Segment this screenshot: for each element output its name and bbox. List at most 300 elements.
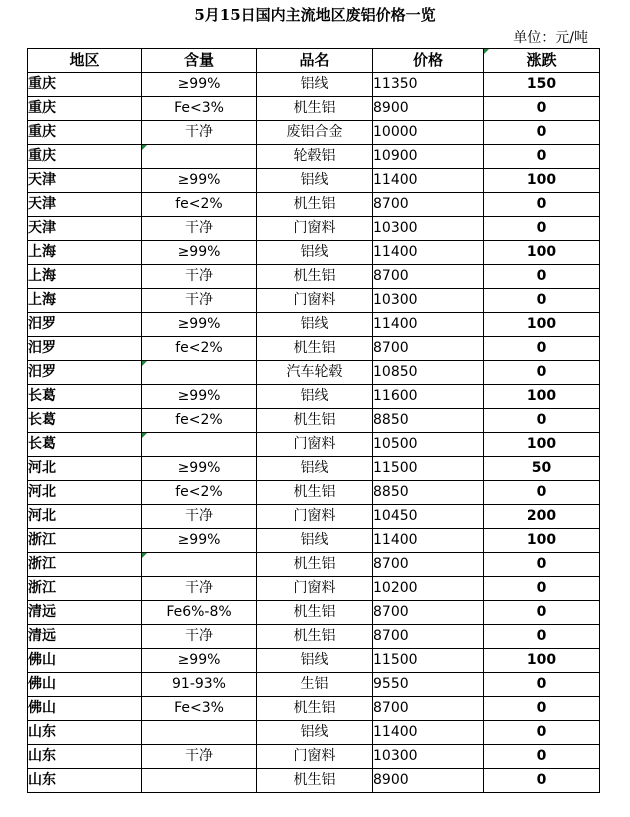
content-cell [142,361,257,385]
product-cell [257,217,373,241]
product-cell [257,769,373,793]
change-cell [484,385,600,409]
region-cell [28,337,142,361]
region-cell-text: 浙江 [28,556,56,572]
content-cell-text: ≥99% [177,244,221,260]
product-cell [257,577,373,601]
region-cell-text: 河北 [28,508,56,524]
price-cell [373,361,484,385]
content-cell [142,289,257,313]
region-cell-text: 上海 [28,244,56,260]
change-cell [484,769,600,793]
product-cell [257,73,373,97]
price-cell-text: 11400 [373,532,418,548]
table-row [28,193,600,217]
price-cell [373,73,484,97]
region-cell [28,241,142,265]
price-cell-text: 10300 [373,292,418,308]
change-cell-text: 0 [536,700,547,716]
table-row [28,601,600,625]
change-cell [484,361,600,385]
page-title: 5月15日国内主流地区废铝价格一览 [194,6,436,24]
region-cell [28,505,142,529]
content-cell [142,433,257,457]
content-cell-text: ≥99% [177,460,221,476]
product-cell [257,481,373,505]
region-cell-text: 汨罗 [28,340,56,356]
change-cell [484,601,600,625]
product-cell-text: 机生铝 [293,772,336,788]
content-cell [142,601,257,625]
region-cell [28,409,142,433]
region-cell [28,673,142,697]
product-cell-text: 废铝合金 [286,124,343,140]
product-cell-text: 门窗料 [293,508,336,524]
region-cell-text: 长葛 [28,412,56,428]
content-cell-text: 干净 [185,508,213,524]
product-cell [257,145,373,169]
content-cell [142,145,257,169]
content-cell [142,337,257,361]
price-table [27,48,600,793]
change-cell-text: 100 [526,532,557,548]
product-cell-text: 铝线 [300,724,329,740]
change-cell [484,721,600,745]
table-row [28,169,600,193]
region-cell [28,481,142,505]
change-cell [484,529,600,553]
change-cell-text: 0 [536,124,547,140]
table-row [28,673,600,697]
change-cell [484,745,600,769]
price-cell [373,697,484,721]
change-cell-text: 0 [536,364,547,380]
table-row [28,745,600,769]
table-row [28,529,600,553]
product-cell [257,241,373,265]
table-row [28,217,600,241]
product-cell [257,625,373,649]
region-cell-text: 重庆 [28,124,56,140]
change-cell [484,553,600,577]
product-cell [257,385,373,409]
price-cell-text: 10900 [373,148,418,164]
content-cell [142,625,257,649]
content-cell-text: 91-93% [172,676,226,692]
price-cell [373,553,484,577]
product-cell [257,313,373,337]
product-cell [257,169,373,193]
change-cell [484,337,600,361]
change-cell [484,289,600,313]
content-cell [142,409,257,433]
region-cell-text: 重庆 [28,148,56,164]
change-cell [484,241,600,265]
change-cell-text: 0 [536,604,547,620]
change-cell-text: 0 [536,748,547,764]
price-cell [373,241,484,265]
change-cell [484,193,600,217]
price-cell [373,97,484,121]
change-cell-text: 0 [536,484,547,500]
unit-label: 单位：元/吨 [513,30,588,46]
price-cell-text: 9550 [373,676,409,692]
change-cell [484,265,600,289]
product-cell-text: 铝线 [300,316,329,332]
region-cell-text: 浙江 [28,532,56,548]
content-cell [142,313,257,337]
content-cell-text: 干净 [185,124,213,140]
change-cell-text: 0 [536,412,547,428]
price-cell-text: 10450 [373,508,418,524]
change-cell [484,409,600,433]
product-cell-text: 机生铝 [293,484,336,500]
change-cell [484,97,600,121]
product-cell-text: 铝线 [300,460,329,476]
content-cell [142,649,257,673]
product-cell [257,265,373,289]
comment-marker [142,553,147,558]
change-cell-text: 150 [526,76,557,92]
content-cell [142,193,257,217]
price-cell-text: 11400 [373,172,418,188]
change-cell [484,457,600,481]
table-row [28,697,600,721]
change-cell-text: 0 [536,100,547,116]
content-cell-text: 干净 [185,292,213,308]
product-cell [257,337,373,361]
product-cell [257,193,373,217]
price-cell [373,433,484,457]
region-cell-text: 重庆 [28,100,56,116]
region-cell [28,697,142,721]
table-row [28,769,600,793]
content-cell [142,505,257,529]
price-cell [373,313,484,337]
region-cell-text: 汨罗 [28,364,56,380]
product-cell-text: 汽车轮毂 [286,364,343,380]
price-cell [373,601,484,625]
content-cell [142,553,257,577]
content-cell [142,697,257,721]
price-cell [373,217,484,241]
product-cell-text: 铝线 [300,76,329,92]
price-cell-text: 8850 [373,412,409,428]
price-cell-text: 10000 [373,124,418,140]
region-cell-text: 河北 [28,460,56,476]
product-cell-text: 铝线 [300,244,329,260]
change-cell [484,625,600,649]
change-cell-text: 100 [526,244,557,260]
content-cell-text: ≥99% [177,76,221,92]
product-cell-text: 机生铝 [293,340,336,356]
table-row [28,265,600,289]
product-cell [257,505,373,529]
region-cell-text: 上海 [28,292,56,308]
table-row [28,121,600,145]
product-cell-text: 门窗料 [293,292,336,308]
table-row [28,145,600,169]
product-cell-text: 机生铝 [293,268,336,284]
price-cell [373,265,484,289]
comment-marker [142,433,147,438]
product-cell-text: 门窗料 [293,748,336,764]
product-cell-text: 门窗料 [293,436,336,452]
table-row [28,457,600,481]
price-cell [373,745,484,769]
product-cell-text: 门窗料 [293,580,336,596]
change-cell [484,697,600,721]
region-cell [28,145,142,169]
change-cell-text: 200 [526,508,557,524]
content-cell-text: fe<2% [175,340,223,356]
header-price: 价格 [373,49,484,73]
table-row [28,505,600,529]
price-cell [373,457,484,481]
content-cell [142,385,257,409]
price-cell-text: 8700 [373,628,409,644]
product-cell [257,649,373,673]
change-cell [484,505,600,529]
price-cell [373,481,484,505]
product-cell-text: 机生铝 [293,196,336,212]
region-cell [28,97,142,121]
region-cell-text: 浙江 [28,580,56,596]
change-cell-text: 0 [536,196,547,212]
content-cell [142,457,257,481]
region-cell [28,361,142,385]
content-cell [142,769,257,793]
price-cell [373,409,484,433]
change-cell [484,145,600,169]
content-cell [142,97,257,121]
content-cell [142,169,257,193]
product-cell-text: 机生铝 [293,412,336,428]
table-body [28,73,600,793]
price-cell [373,649,484,673]
content-cell [142,745,257,769]
product-cell [257,97,373,121]
region-cell [28,769,142,793]
change-cell-text: 100 [526,388,557,404]
region-cell-text: 天津 [28,172,56,188]
region-cell [28,553,142,577]
content-cell-text: Fe<3% [174,700,224,716]
table-row [28,409,600,433]
region-cell-text: 山东 [28,748,56,764]
content-cell-text: ≥99% [177,532,221,548]
price-cell-text: 11400 [373,724,418,740]
price-cell [373,529,484,553]
price-cell [373,145,484,169]
region-cell-text: 天津 [28,220,56,236]
change-cell-text: 100 [526,316,557,332]
change-cell [484,649,600,673]
price-cell-text: 11400 [373,316,418,332]
price-cell [373,337,484,361]
content-cell-text: ≥99% [177,172,221,188]
content-cell [142,481,257,505]
region-cell [28,265,142,289]
region-cell [28,457,142,481]
price-cell [373,673,484,697]
change-cell-text: 0 [536,220,547,236]
header-product: 品名 [257,49,373,73]
content-cell-text: 干净 [185,628,213,644]
content-cell [142,241,257,265]
table-row [28,433,600,457]
product-cell [257,361,373,385]
product-cell-text: 轮毂铝 [293,148,336,164]
price-cell [373,385,484,409]
product-cell-text: 机生铝 [293,628,336,644]
content-cell-text: fe<2% [175,484,223,500]
region-cell-text: 清远 [28,628,56,644]
product-cell-text: 铝线 [300,532,329,548]
change-cell-text: 0 [536,628,547,644]
table-row [28,241,600,265]
product-cell-text: 生铝 [300,676,329,692]
change-cell-text: 100 [526,652,557,668]
content-cell-text: fe<2% [175,196,223,212]
change-cell-text: 0 [536,292,547,308]
change-cell-text: 0 [536,340,547,356]
content-cell-text: 干净 [185,748,213,764]
region-cell-text: 天津 [28,196,56,212]
price-cell [373,721,484,745]
change-cell-text: 0 [536,556,547,572]
region-cell [28,577,142,601]
product-cell [257,601,373,625]
region-cell-text: 山东 [28,772,56,788]
change-cell-text: 0 [536,580,547,596]
content-cell [142,265,257,289]
product-cell [257,289,373,313]
price-cell [373,193,484,217]
price-cell-text: 8900 [373,772,409,788]
price-cell-text: 8700 [373,196,409,212]
region-cell-text: 佛山 [28,652,56,668]
region-cell-text: 上海 [28,268,56,284]
product-cell-text: 机生铝 [293,604,336,620]
table-row [28,97,600,121]
product-cell-text: 机生铝 [293,100,336,116]
table-row [28,481,600,505]
price-cell-text: 11500 [373,460,418,476]
content-cell-text: 干净 [185,220,213,236]
table-row [28,721,600,745]
price-cell-text: 8700 [373,700,409,716]
table-row [28,337,600,361]
content-cell [142,673,257,697]
product-cell [257,409,373,433]
region-cell-text: 长葛 [28,388,56,404]
table-row [28,625,600,649]
price-cell-text: 10300 [373,220,418,236]
comment-marker [484,49,489,54]
change-cell [484,169,600,193]
price-cell-text: 10500 [373,436,418,452]
product-cell [257,721,373,745]
region-cell [28,121,142,145]
content-cell-text: ≥99% [177,388,221,404]
change-cell [484,673,600,697]
product-cell [257,673,373,697]
change-cell [484,73,600,97]
content-cell [142,529,257,553]
change-cell-text: 0 [536,148,547,164]
price-cell-text: 11350 [373,76,418,92]
product-cell [257,121,373,145]
region-cell-text: 重庆 [28,76,56,92]
price-cell [373,625,484,649]
price-cell-text: 11400 [373,244,418,260]
change-cell [484,313,600,337]
table-row [28,73,600,97]
price-cell-text: 8700 [373,604,409,620]
price-cell-text: 8900 [373,100,409,116]
content-cell-text: ≥99% [177,316,221,332]
product-cell-text: 铝线 [300,652,329,668]
content-cell-text: Fe6%-8% [166,604,232,620]
comment-marker [142,361,147,366]
table-header-row [28,49,600,73]
price-cell-text: 10200 [373,580,418,596]
product-cell-text: 机生铝 [293,700,336,716]
product-cell [257,457,373,481]
content-cell-text: 干净 [185,268,213,284]
content-cell [142,121,257,145]
change-cell [484,433,600,457]
header-content: 含量 [142,49,257,73]
region-cell [28,601,142,625]
change-cell-text: 100 [526,436,557,452]
table-row [28,649,600,673]
header-region: 地区 [28,49,142,73]
price-cell-text: 8700 [373,340,409,356]
content-cell [142,217,257,241]
price-cell [373,769,484,793]
table-row [28,289,600,313]
change-cell-text: 0 [536,676,547,692]
table-row [28,385,600,409]
change-cell-text: 0 [536,268,547,284]
table-row [28,361,600,385]
change-cell-text: 0 [536,772,547,788]
change-cell [484,121,600,145]
region-cell [28,73,142,97]
price-cell [373,289,484,313]
price-cell [373,577,484,601]
price-cell [373,169,484,193]
region-cell [28,529,142,553]
region-cell [28,649,142,673]
product-cell [257,433,373,457]
change-cell-text: 100 [526,172,557,188]
product-cell-text: 铝线 [300,172,329,188]
table-row [28,577,600,601]
region-cell [28,289,142,313]
product-cell [257,697,373,721]
change-cell-text: 0 [536,724,547,740]
product-cell [257,745,373,769]
region-cell [28,217,142,241]
region-cell-text: 汨罗 [28,316,56,332]
change-cell [484,481,600,505]
header-change [484,49,600,73]
header-change-label: 涨跌 [526,51,557,69]
region-cell [28,313,142,337]
